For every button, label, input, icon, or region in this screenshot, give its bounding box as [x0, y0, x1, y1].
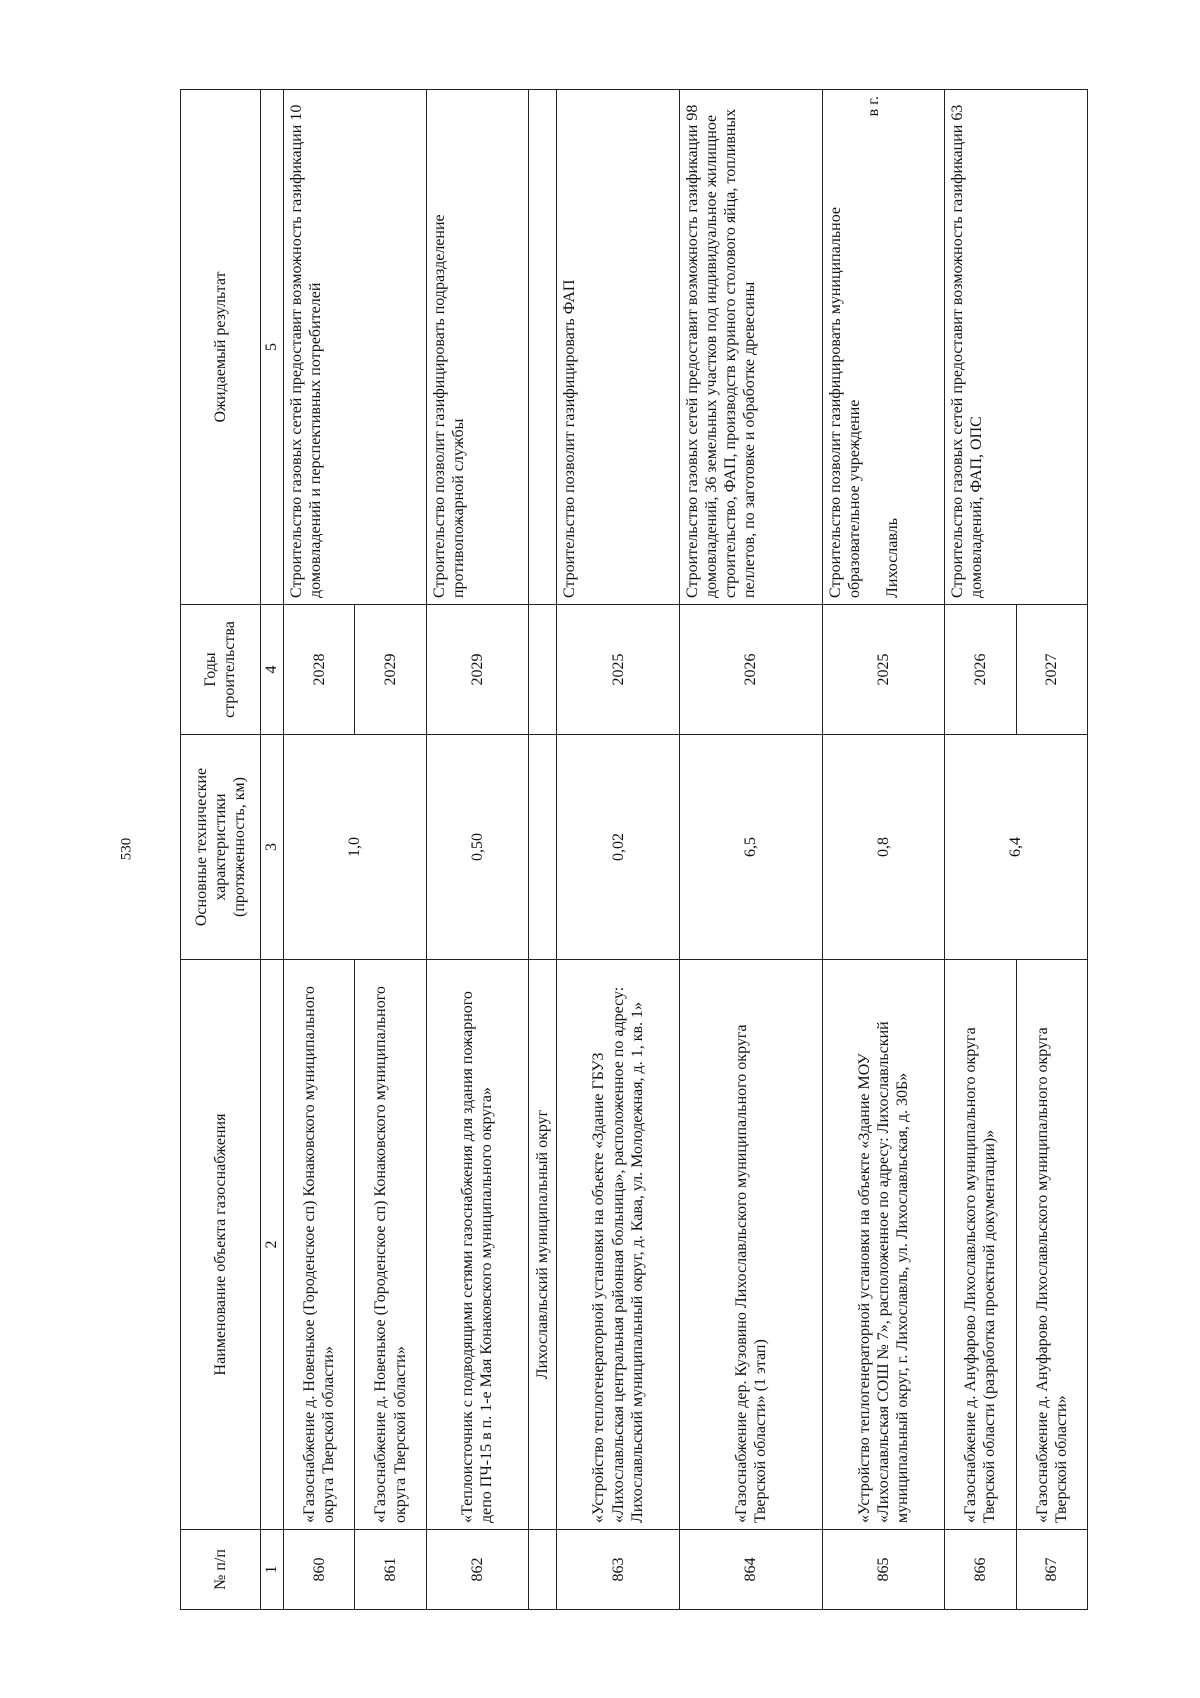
row-number: 861: [355, 1530, 426, 1610]
construction-year: 2026: [945, 605, 1016, 735]
construction-year: 2028: [284, 605, 355, 735]
section-empty-cell: [528, 90, 557, 605]
row-number: 863: [557, 1530, 679, 1610]
header-result: Ожидаемый результат: [181, 90, 261, 605]
section-empty-cell: [528, 1530, 557, 1610]
column-number: 4: [260, 605, 283, 735]
expected-result: Строительство газовых сетей предоставит возможность газификации 63 домовладений, ФАП, ОПС: [945, 90, 1088, 605]
header-row: [181, 90, 261, 1610]
construction-year: 2029: [355, 605, 426, 735]
header-length: Основные технические характеристики (протяженность, км): [181, 735, 261, 960]
construction-year: 2029: [426, 605, 528, 735]
expected-result-text: Строительство позволит газифицировать муниципальное образовательное учреждение: [826, 206, 863, 598]
page-number: 530: [118, 837, 135, 861]
row-number: 860: [284, 1530, 355, 1610]
object-name: «Газоснабжение д. Новенькое (Городенское сп) Конаковского муниципального округа Тверской области»: [284, 960, 355, 1530]
expected-result: Строительство газовых сетей предоставит возможность газификации 98 домовладений, 36 земельных участков под индивидуальное жилищное строительство, ФАП, производств куриного столового яйца, топливных пеллетов, по заготовке и обработке древесины: [679, 90, 822, 605]
table-row: [557, 90, 679, 1610]
section-title: Лихославльский муниципальный округ: [528, 960, 557, 1530]
section-empty-cell: [528, 735, 557, 960]
table-row: [945, 90, 1016, 1610]
section-empty-cell: [528, 605, 557, 735]
header-years: Годы строительства: [181, 605, 261, 735]
object-name: «Теплоисточник с подводящими сетями газоснабжения для здания пожарного депо ПЧ-15 в п. 1-е Мая Конаковского муниципального округа»: [426, 960, 528, 1530]
gas-objects-table-frame: [180, 90, 1088, 1610]
length-value: 6,5: [679, 735, 822, 960]
table-row: [822, 90, 944, 1610]
object-name: «Устройство теплогенераторной установки на объекте «Здание МОУ «Лихославльская СОШ № 7», расположенное по адресу: Лихославльский муниципальный округ, г. Лихославль, ул. Лихославльская, д. 30Б»: [822, 960, 944, 1530]
table-row: [284, 90, 355, 1610]
construction-year: 2025: [822, 605, 944, 735]
object-name: «Газоснабжение д. Ануфарово Лихославльского муниципального округа Тверской области (разработка проектной документации)»: [945, 960, 1016, 1530]
construction-year: 2027: [1016, 605, 1088, 735]
header-name: Наименование объекта газоснабжения: [181, 960, 261, 1530]
section-row: [528, 90, 557, 1610]
rotated-table-container: [180, 90, 1088, 1610]
row-number: 867: [1016, 1530, 1088, 1610]
column-number-row: [260, 90, 283, 1610]
expected-result: [822, 90, 944, 605]
row-number: 865: [822, 1530, 944, 1610]
column-number: 1: [260, 1530, 283, 1610]
length-value: 6,4: [945, 735, 1088, 960]
expected-result: Строительство позволит газифицировать ФАП: [557, 90, 679, 605]
construction-year: 2025: [557, 605, 679, 735]
length-value: 0,8: [822, 735, 944, 960]
column-number: 5: [260, 90, 283, 605]
row-number: 866: [945, 1530, 1016, 1610]
object-name: «Газоснабжение д. Новенькое (Городенское сп) Конаковского муниципального округа Тверской области»: [355, 960, 426, 1530]
expected-result: Строительство позволит газифицировать подразделение противопожарной службы: [426, 90, 528, 605]
construction-year: 2026: [679, 605, 822, 735]
gas-objects-table: [180, 89, 1088, 1610]
object-name: «Газоснабжение дер. Кузовино Лихославльского муниципального округа Тверской области» (1 этап): [679, 960, 822, 1530]
expected-result-city: Лихославль: [884, 517, 902, 598]
expected-result-city-prefix: в г.: [865, 96, 883, 117]
header-num: № п/п: [181, 1530, 261, 1610]
length-value: 0,50: [426, 735, 528, 960]
length-value: 1,0: [284, 735, 427, 960]
object-name: «Газоснабжение д. Ануфарово Лихославльского муниципального округа Тверской области»: [1016, 960, 1088, 1530]
table-row: [426, 90, 528, 1610]
table-row: [679, 90, 822, 1610]
length-value: 0,02: [557, 735, 679, 960]
expected-result: Строительство газовых сетей предоставит возможность газификации 10 домовладений и перспективных потребителей: [284, 90, 427, 605]
row-number: 864: [679, 1530, 822, 1610]
object-name: «Устройство теплогенераторной установки на объекте «Здание ГБУЗ «Лихославльская центральная районная больница», расположенное по адресу: Лихославльский муниципальный округ, д. Кава, ул. Молодежная, д. 1, кв. 1»: [557, 960, 679, 1530]
column-number: 3: [260, 735, 283, 960]
column-number: 2: [260, 960, 283, 1530]
row-number: 862: [426, 1530, 528, 1610]
